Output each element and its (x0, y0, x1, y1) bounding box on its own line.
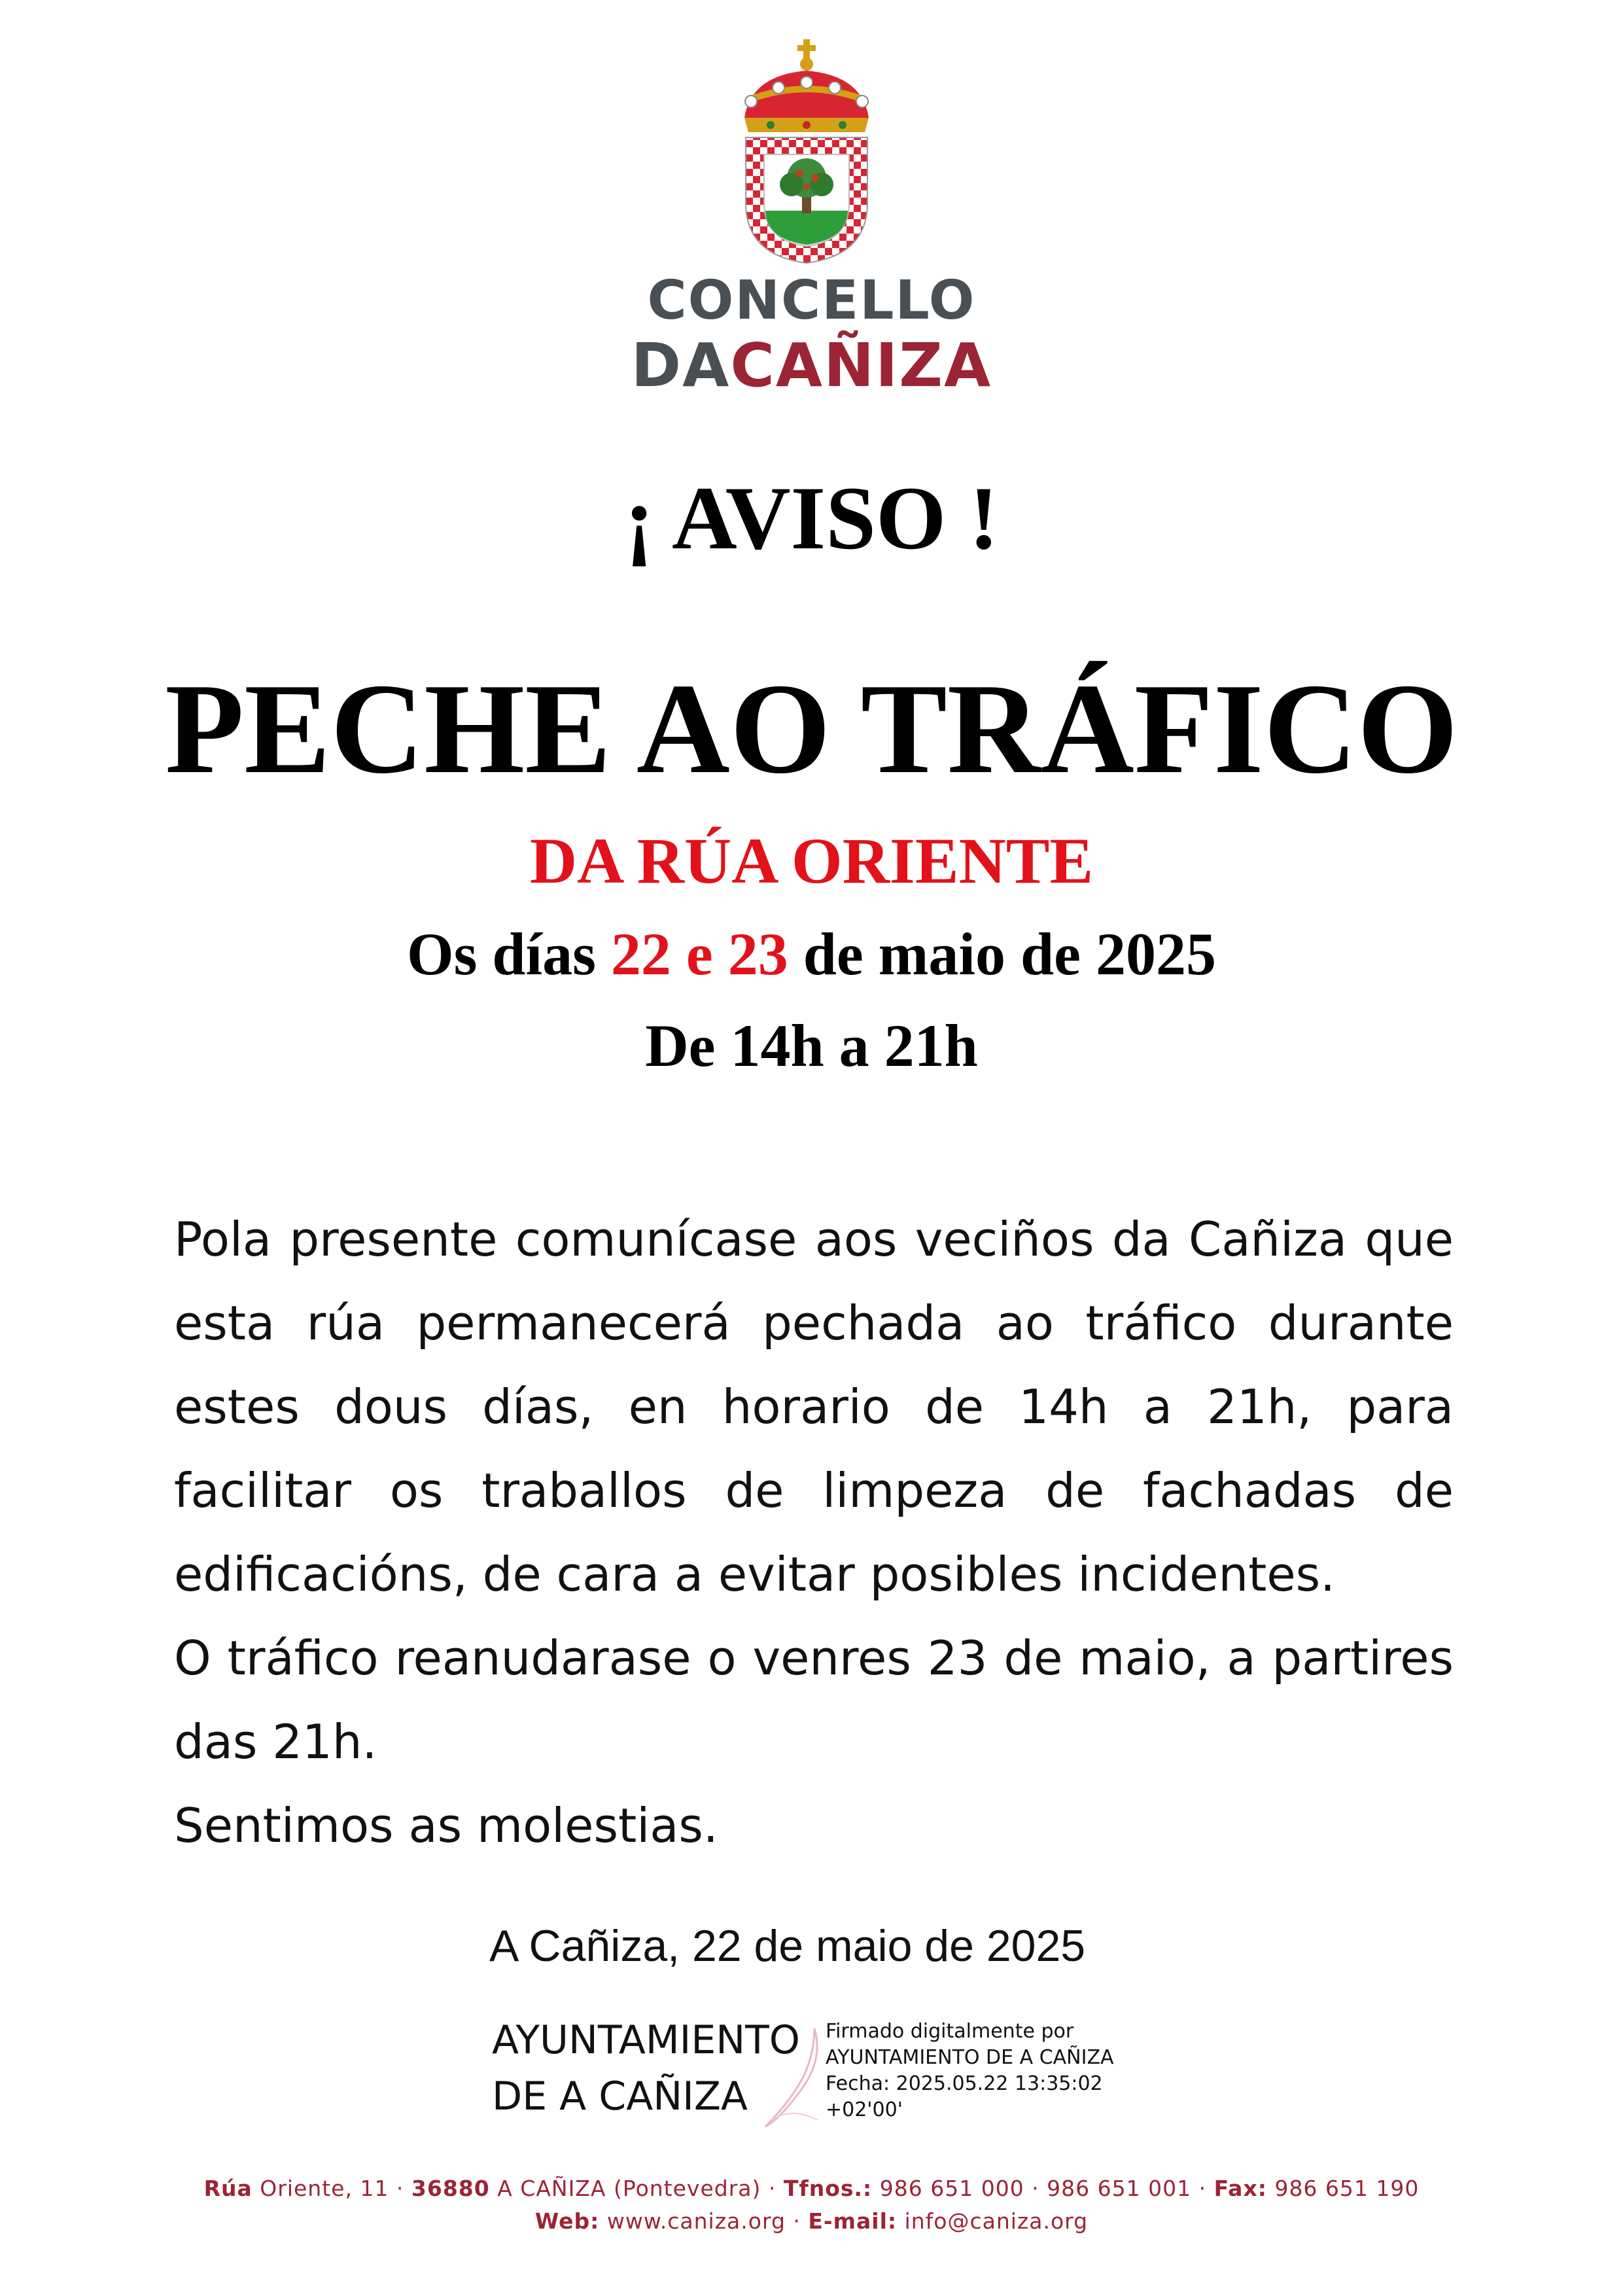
footer-web-label: Web: (534, 2208, 600, 2234)
notice-title: PECHE AO TRÁFICO (165, 657, 1458, 800)
logo-line-dacaniza (0, 330, 1623, 400)
digital-signature (826, 2019, 1114, 2123)
digital-signature-line-4: +02'00' (826, 2098, 903, 2121)
footer-postal-code: 36880 (411, 2176, 490, 2201)
footer-address (0, 2176, 1623, 2201)
notice-street: DA RÚA ORIENTE (529, 824, 1094, 897)
footer-email-label: E-mail: (808, 2208, 898, 2234)
dates-suffix: de maio de 2025 (788, 921, 1216, 987)
body-paragraph-3: Sentimos as molestias. (174, 1798, 718, 1853)
footer-address-label: Rúa (203, 2176, 253, 2201)
dates-prefix: Os días (407, 921, 611, 987)
body-paragraph-1: Pola presente comunícase aos veciños da Cañiza que esta rúa permanecerá pechada ao tráfico durante estes dous días, en horario de 14h a 21h, para facilitar os traballos de limpeza de fachadas de edificacións, de cara a evitar posibles incidentes. (174, 1212, 1454, 1602)
signer-line-2: DE A CAÑIZA (492, 2074, 748, 2119)
notice-aviso: ¡ AVISO ! (624, 468, 999, 568)
footer-phone-label: Tfnos.: (783, 2176, 873, 2201)
footer-street: Oriente, 11 · (252, 2176, 411, 2201)
logo-word-da: DA (631, 330, 731, 400)
body-paragraph-2: O tráfico reanudarase o venres 23 de maio, a partires das 21h. (174, 1631, 1454, 1769)
coat-of-arms-icon (731, 39, 882, 265)
place-date: A Cañiza, 22 de maio de 2025 (489, 1921, 1086, 1971)
signature-mark-icon (752, 2022, 831, 2133)
digital-signature-line-3: Fecha: 2025.05.22 13:35:02 (826, 2072, 1103, 2095)
footer-city: A CAÑIZA (Pontevedra) · (489, 2176, 784, 2201)
footer-contact (0, 2208, 1623, 2234)
logo-line-concello: CONCELLO (647, 270, 976, 332)
logo-word-caniza: CAÑIZA (730, 330, 992, 400)
dates-highlight: 22 e 23 (610, 921, 788, 987)
footer-email[interactable]: info@caniza.org (897, 2208, 1089, 2234)
digital-signature-line-2: AYUNTAMIENTO DE A CAÑIZA (826, 2046, 1114, 2069)
digital-signature-line-1: Firmado digitalmente por (826, 2020, 1074, 2043)
signer-line-1: AYUNTAMIENTO (492, 2017, 801, 2063)
notice-body (174, 1197, 1454, 1867)
footer-fax: 986 651 190 (1266, 2176, 1420, 2201)
footer-phones: 986 651 000 · 986 651 001 · (872, 2176, 1214, 2201)
notice-hours: De 14h a 21h (645, 1012, 978, 1079)
concello-logo (0, 33, 1623, 399)
notice-dates (0, 919, 1623, 989)
footer-web[interactable]: www.caniza.org · (599, 2208, 809, 2234)
footer-fax-label: Fax: (1213, 2176, 1267, 2201)
